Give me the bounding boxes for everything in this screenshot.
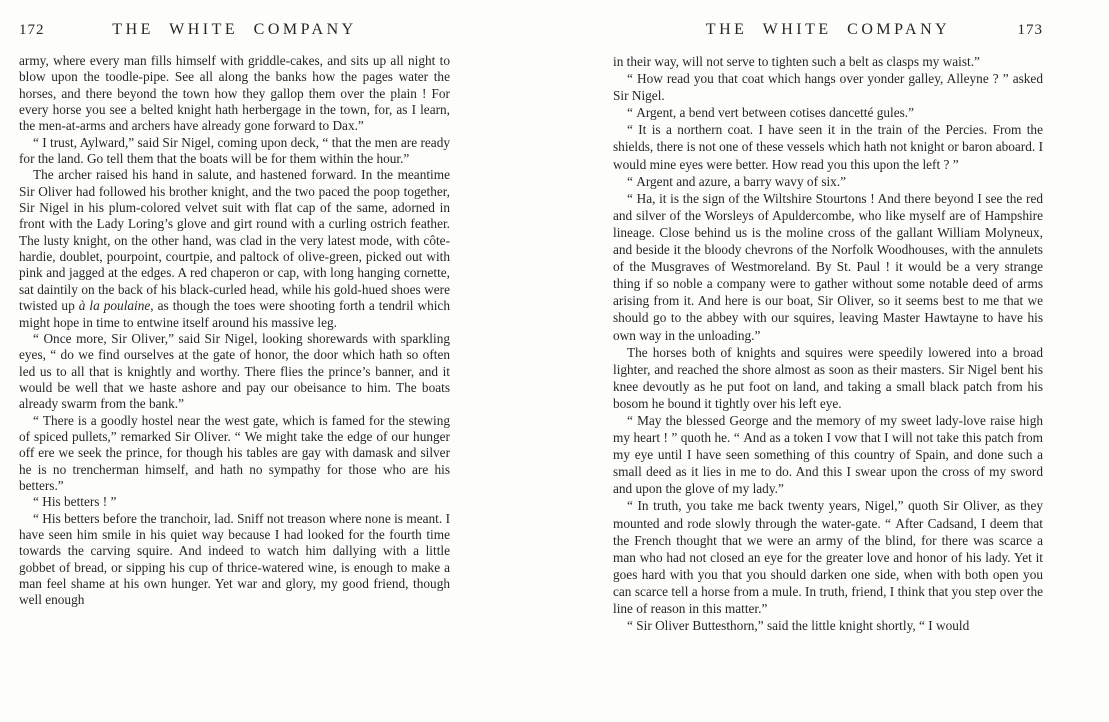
text-run: “ Once more, Sir Oliver,” said Sir Nigel, looking shorewards with sparkling eyes, “ do we find ourselves at the gate of honor, the door which hath so often led us to all that is knightly and worthy. There flies the prince’s banner, and it would be well that we haste ashore and pay our obeisance to him. The boats already swarm from the bank.”	[19, 330, 450, 412]
text-run: “ In truth, you take me back twenty years, Nigel,” quoth Sir Oliver, as they mounted and rode slowly through the water-gate. “ After Cadsand, I deem that the French thought that we were an army of the blind, for there was scarce a man who had not closed an eye for the greater love and honor of his lady. Yet it goes hard with you that you should darken one side, when with both open you can scarce tell a horse from a mule. In truth, friend, I think that you step over the line of reason in this matter.”	[613, 498, 1043, 616]
paragraph	[613, 497, 1043, 617]
text-run: “ Sir Oliver Buttesthorn,” said the little knight shortly, “ I would	[627, 618, 970, 634]
text-run: “ How read you that coat which hangs over yonder galley, Alleyne ? ” asked Sir Nigel.	[613, 71, 1043, 104]
text-run: “ His betters ! ”	[33, 494, 117, 510]
text-run: , as though the toes were shooting forth a tendril which might hope in time to entwine itself around his massive leg.	[19, 298, 450, 330]
paragraph	[19, 167, 450, 330]
paragraph	[19, 413, 450, 495]
page-left-header	[19, 21, 450, 40]
page-right	[613, 21, 1043, 634]
running-title-left: THE WHITE COMPANY	[112, 21, 357, 38]
text-run: “ I trust, Aylward,” said Sir Nigel, coming upon deck, “ that the men are ready for the land. Go tell them that the boats will be for them within the hour.”	[19, 134, 450, 167]
page-number-left: 172	[19, 22, 45, 38]
text-run: “ Argent and azure, a barry wavy of six.”	[627, 173, 847, 189]
text-run: “ Ha, it is the sign of the Wiltshire Stourtons ! And there beyond I see the red and silver of the Worsleys of Apuldercombe, who like myself are of Hampshire lineage. Close behind us is the moline cross of the gallant William Molyneux, and beside it the bloody chevrons of the Norfolk Woodhouses, with the annulets of the Musgraves of Westmoreland. By St. Paul ! it would be a very strange thing if so noble a company were to gather without some notable deed of arms arising from it. And here is our boat, Sir Oliver, so it seems best to me that we should go to the abbey with our squires, leaving Master Hawtayne to have his own way in the unloading.”	[613, 190, 1043, 343]
text-run: The horses both of knights and squires were speedily lowered into a broad lighter, and reached the shore almost as soon as their masters. Sir Nigel bent his knee devoutly as he put foot on land, and taking a small black patch from his bosom he bound it tightly over his left eye.	[613, 344, 1043, 411]
paragraph	[613, 173, 1043, 190]
text-run: “ His betters before the tranchoir, lad. Sniff not treason where none is meant. I have seen him smile in his quiet way because I had looked for the fourth time towards the carving squire. And indeed to watch him dallying with a little gobbet of bread, or sipping his cup of thrice-watered wine, is enough to make a man feel shame at his own hunger. Yet war and glory, my good friend, though well enough	[19, 510, 450, 608]
paragraph	[19, 331, 450, 413]
running-title-right: THE WHITE COMPANY	[705, 21, 951, 38]
paragraph	[613, 121, 1043, 172]
paragraph	[613, 617, 1043, 634]
text-run: in their way, will not serve to tighten such a belt as clasps my waist.”	[613, 54, 980, 69]
paragraph	[613, 70, 1043, 104]
paragraph	[19, 53, 450, 135]
paragraph	[613, 104, 1043, 121]
paragraph	[19, 135, 450, 168]
paragraph	[613, 344, 1043, 412]
page-left	[19, 21, 450, 609]
page-right-header	[613, 21, 1043, 40]
paragraph	[613, 412, 1043, 497]
paragraph	[613, 53, 1043, 70]
paragraph	[19, 511, 450, 609]
page-left-body	[19, 53, 450, 609]
text-run: “ It is a northern coat. I have seen it in the train of the Percies. From the shields, there is not one of these vessels which hath not knight or baron aboard. I would mine eyes were better. How read you this upon the left ? ”	[613, 122, 1043, 172]
paragraph	[613, 190, 1043, 344]
page-right-body	[613, 53, 1043, 634]
text-run: army, where every man fills himself with griddle-cakes, and sits up all night to blow upon the toodle-pipe. See all along the banks how the pages water the horses, and there beyond the town how they gallop them over the plain ! For every horse you see a belted knight hath herbergage in the town, for, as I learn, the men-at-arms and archers have already gone forward to Dax.”	[19, 53, 450, 134]
text-run: The archer raised his hand in salute, and hastened forward. In the meantime Sir Oliver had followed his brother knight, and the two paced the poop together, Sir Nigel in his plum-colored velvet suit with flat cap of the same, adorned in front with the Lady Loring’s glove and girt round with a curling ostrich feather. The lusty knight, on the other hand, was clad in the very latest mode, with côte-hardie, doublet, pourpoint, courtpie, and paltock of olive-green, picked out with pink and jagged at the edges. A red chaperon or cap, with long hanging cornette, sat daintily on the back of his black-curled head, while his gold-hued shoes were twisted up	[19, 167, 450, 314]
text-run: “ May the blessed George and the memory of my sweet lady-love raise high my heart ! ” quoth he. “ And as a token I vow that I will not take this patch from my eye until I have seen something of this country of Spain, and done such a small deed as it lies in me to do. And this I swear upon the cross of my sword and upon the glove of my lady.”	[613, 412, 1043, 497]
text-run: “ There is a goodly hostel near the west gate, which is famed for the stewing of spiced pullets,” remarked Sir Oliver. “ We might take the edge of our hunger off ere we seek the prince, for though his tables are gay with damask and silver he is no trencherman himself, and hath no sympathy for those who are his betters.”	[19, 412, 450, 493]
page-number-right: 173	[1017, 22, 1043, 38]
italic-text-run: à la poulaine	[78, 298, 151, 314]
text-run: “ Argent, a bend vert between cotises dancetté gules.”	[627, 105, 914, 121]
paragraph	[19, 494, 450, 510]
